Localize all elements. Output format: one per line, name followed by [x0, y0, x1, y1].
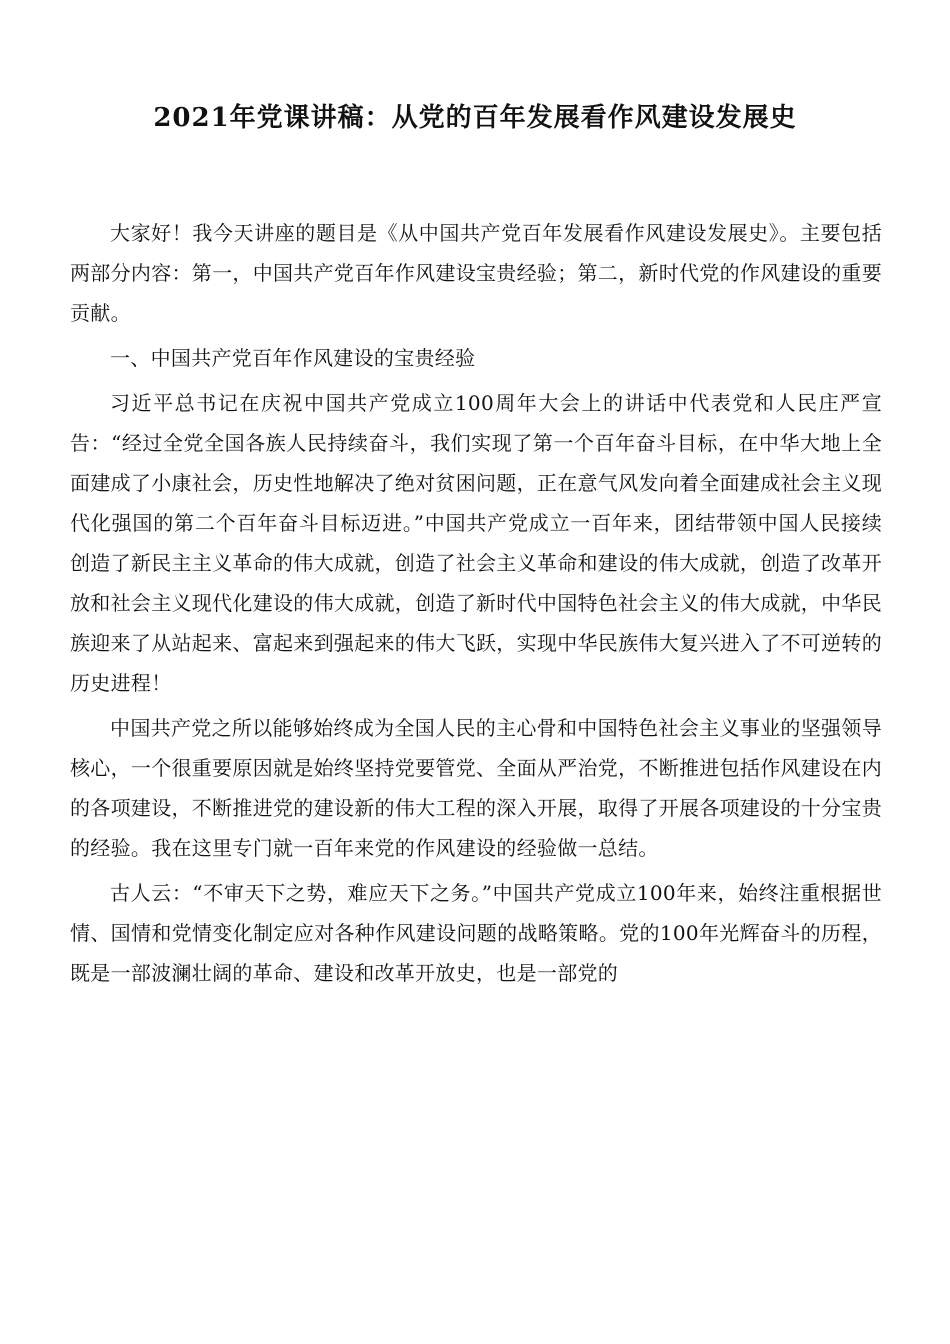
- paragraph-speech-quote: 习近平总书记在庆祝中国共产党成立100周年大会上的讲话中代表党和人民庄严宣告：“经过全党全国各族人民持续奋斗，我们实现了第一个百年奋斗目标，在中华大地上全面建成了小康社会，历史性地解决了绝对贫困问题，正在意气风发向着全面建成社会主义现代化强国的第二个百年奋斗目标迈进。”中国共产党成立一百年来，团结带领中国人民接续创造了新民主主义革命的伟大成就，创造了社会主义革命和建设的伟大成就，创造了改革开放和社会主义现代化建设的伟大成就，创造了新时代中国特色社会主义的伟大成就，中华民族迎来了从站起来、富起来到强起来的伟大飞跃，实现中华民族伟大复兴进入了不可逆转的历史进程！: [70, 391, 882, 695]
- paragraph-ancient-saying: 古人云：“不审天下之势，难应天下之务。”中国共产党成立100年来，始终注重根据世情、国情和党情变化制定应对各种作风建设问题的战略策略。党的100年光辉奋斗的历程，既是一部波澜壮阔的革命、建设和改革开放史，也是一部党的: [70, 881, 882, 985]
- document-title: 2021年党课讲稿：从党的百年发展看作风建设发展史: [153, 103, 797, 133]
- paragraph-intro: 大家好！我今天讲座的题目是《从中国共产党百年发展看作风建设发展史》。主要包括两部分内容：第一，中国共产党百年作风建设宝贵经验；第二，新时代党的作风建设的重要贡献。: [70, 221, 882, 325]
- document-body: [70, 213, 882, 998]
- paragraph-party-leadership: 中国共产党之所以能够始终成为全国人民的主心骨和中国特色社会主义事业的坚强领导核心，一个很重要原因就是始终坚持党要管党、全面从严治党，不断推进包括作风建设在内的各项建设，不断推进党的建设新的伟大工程的深入开展，取得了开展各项建设的十分宝贵的经验。我在这里专门就一百年来党的作风建设的经验做一总结。: [70, 716, 882, 860]
- section-heading-1: 一、中国共产党百年作风建设的宝贵经验: [110, 346, 476, 370]
